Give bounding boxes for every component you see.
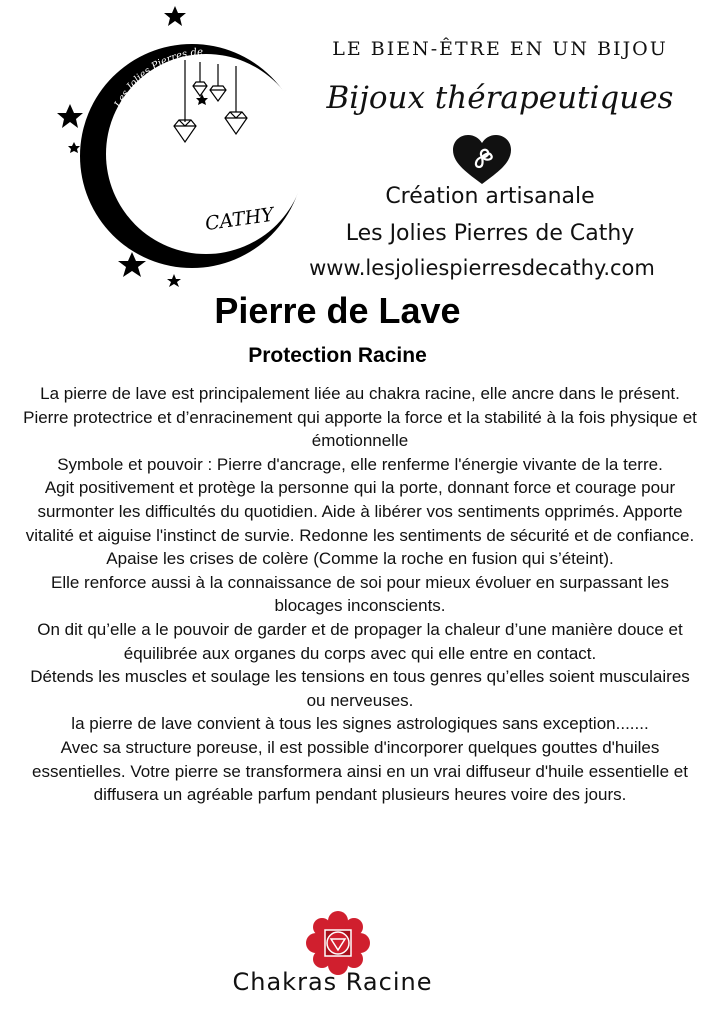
- description-body: [20, 382, 700, 807]
- paragraph: La pierre de lave est principalement liée au chakra racine, elle ancre dans le présent. Pierre protectrice et d’enracinement qui apporte la force et la stabilité à la fois physique et émotionnelle: [23, 384, 697, 451]
- paragraph: Symbole et pouvoir : Pierre d'ancrage, elle renferme l'énergie vivante de la terre.: [57, 454, 663, 474]
- script-title: Bijoux thérapeutiques: [326, 80, 674, 116]
- page-subtitle: Protection Racine: [248, 344, 427, 367]
- paragraph: Détends les muscles et soulage les tensions en tous genres qu’elles soient musculaires ou nerveuses.: [30, 667, 690, 710]
- heart-triskele-icon: [451, 134, 513, 186]
- crescent-moon-shape: [80, 44, 304, 268]
- paragraph: Apaise les crises de colère (Comme la roche en fusion qui s’éteint).: [106, 549, 614, 569]
- logo-signature: CATHY: [203, 203, 276, 236]
- root-chakra-icon: [305, 910, 371, 976]
- website-link[interactable]: www.lesjoliespierresdecathy.com: [309, 256, 655, 280]
- page-title: Pierre de Lave: [214, 290, 461, 331]
- logo-arc-text: Les Jolies Pierres de: [112, 46, 204, 110]
- paragraph: Avec sa structure poreuse, il est possible d'incorporer quelques gouttes d'huiles essentielles. Votre pierre se transformera ainsi en un vrai diffuseur d'huile essentielle et diffusera un agréable parfum pendant plusieurs heures voire des jours.: [32, 737, 688, 805]
- footer-title: Chakras Racine: [232, 968, 433, 996]
- paragraph: On dit qu’elle a le pouvoir de garder et de propager la chaleur d’une manière douce et équilibrée aux organes du corps avec qui elle entre en contact.: [37, 619, 683, 663]
- maker-name: Les Jolies Pierres de Cathy: [345, 221, 635, 246]
- tagline: LE BIEN-ÊTRE EN UN BIJOU: [332, 38, 668, 60]
- crescent-moon-logo: [50, 0, 310, 300]
- creation-label: Création artisanale: [385, 184, 595, 209]
- paragraph: Agit positivement et protège la personne qui la porte, donnant force et courage pour surmonter les difficultés du quotidien. Aide à libérer vos sentiments opprimés. Apporte vitalité et aiguise l'instinct de survie. Redonne les sentiments de sécurité et de confiance.: [25, 478, 695, 545]
- paragraph: la pierre de lave convient à tous les signes astrologiques sans exception.......: [71, 714, 649, 734]
- paragraph: Elle renforce aussi à la connaissance de soi pour mieux évoluer en surpassant les blocages inconscients.: [50, 572, 669, 616]
